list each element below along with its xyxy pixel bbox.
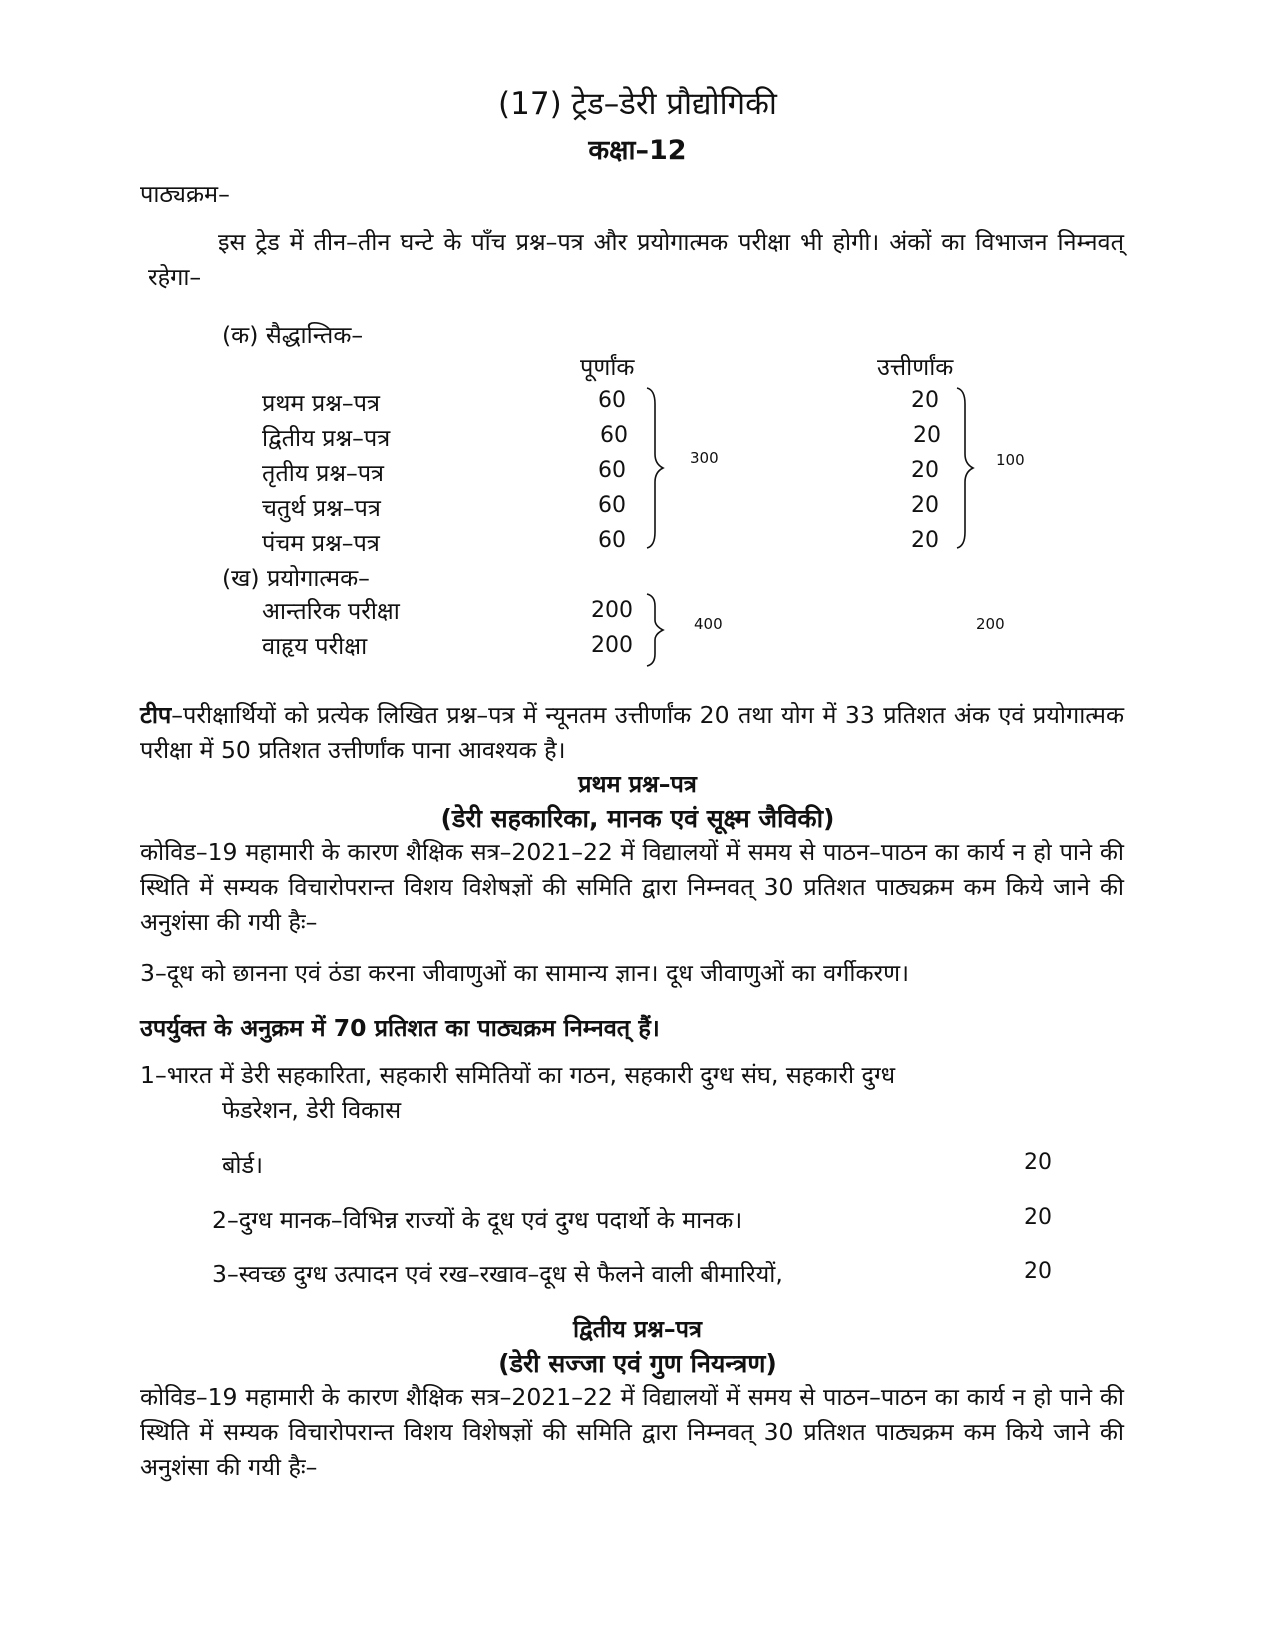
theory-row-name: तृतीय प्रश्न–पत्र [262,459,385,487]
theory-pass-total: 100 [996,451,1025,469]
theory-row-name: द्वितीय प्रश्न–पत्र [262,424,391,452]
paper1-heading: प्रथम प्रश्न–पत्र [578,770,697,798]
paper1-item2: 2–दुग्ध मानक–विभिन्न राज्यों के दूध एवं दुग्ध पदार्थो के मानक। [212,1206,743,1234]
theory-row-pass: 20 [911,528,939,553]
theory-row-name: चतुर्थ प्रश्न–पत्र [262,494,381,522]
paper1-removed-topic: 3–दूध को छानना एवं ठंडा करना जीवाणुओं का सामान्य ज्ञान। दूध जीवाणुओं का वर्गीकरण। [140,959,910,987]
paper2-heading: द्वितीय प्रश्न–पत्र [573,1315,702,1343]
theory-row-full: 60 [598,493,626,518]
full-marks-header: पूर्णांक [580,353,635,381]
theory-pass-brace [955,386,985,551]
paper1-item2-marks: 20 [1024,1205,1052,1230]
paper1-item1-line2: फेडरेशन, डेरी विकास [222,1096,402,1124]
paper1-subheading: (डेरी सहकारिका, मानक एवं सूक्ष्म जैविकी) [440,804,835,833]
practical-row-full: 200 [591,633,633,658]
theory-row-full: 60 [598,388,626,413]
theory-row-full: 60 [600,423,628,448]
paper1-covid-note: कोविड–19 महामारी के कारण शैक्षिक सत्र–2021–22 में विद्यालयों में समय से पाठन–पाठन का कार्य न हो पाने की स्थिति में सम्यक विचारोपरान्त विशय विशेषज्ञों की समिति द्वारा निम्नवत् 30 प्रतिशत पाठ्यक्रम कम किये जाने की अनुशंसा की गयी हैः– [140,838,1124,936]
syllabus-label: पाठ्यक्रम– [140,180,230,208]
pass-marks-header: उत्तीर्णांक [877,353,954,381]
theory-row-pass: 20 [911,458,939,483]
paper2-covid-note: कोविड–19 महामारी के कारण शैक्षिक सत्र–2021–22 में विद्यालयों में समय से पाठन–पाठन का कार्य न हो पाने की स्थिति में सम्यक विचारोपरान्त विशय विशेषज्ञों की समिति द्वारा निम्नवत् 30 प्रतिशत पाठ्यक्रम कम किये जाने की अनुशंसा की गयी हैः– [140,1383,1124,1481]
paper1-retained-heading: उपर्युक्त के अनुक्रम में 70 प्रतिशत का पाठ्यक्रम निम्नवत् हैं। [140,1014,660,1042]
practical-row-name: वाहृय परीक्षा [262,632,368,660]
note-paragraph [140,698,1124,768]
paper1-item1-line3: बोर्ड। [222,1151,263,1179]
practical-row-name: आन्तरिक परीक्षा [262,597,400,625]
theory-full-brace [645,386,675,551]
practical-full-total: 400 [694,615,723,633]
paper1-item3-marks: 20 [1024,1259,1052,1284]
practical-row-full: 200 [591,598,633,623]
intro-paragraph: इस ट्रेड में तीन–तीन घन्टे के पाँच प्रश्न–पत्र और प्रयोगात्मक परीक्षा भी होगी। अंकों का विभाजन निम्नवत् रहेगा– [148,228,1124,291]
paper2-subheading: (डेरी सज्जा एवं गुण नियन्त्रण) [498,1349,777,1378]
practical-label: (ख) प्रयोगात्मक– [222,564,370,592]
theory-row-pass: 20 [913,423,941,448]
note-text: –परीक्षार्थियों को प्रत्येक लिखित प्रश्न–पत्र में न्यूनतम उत्तीर्णांक 20 तथा योग में 33 प्रतिशत अंक एवं प्रयोगात्मक परीक्षा में 50 प्रतिशत उत्तीर्णांक पाना आवश्यक है। [140,701,1124,764]
theory-row-full: 60 [598,458,626,483]
theory-label: (क) सैद्धान्तिक– [222,321,364,349]
document-title: (17) ट्रेड–डेरी प्रौद्योगिकी [498,86,777,122]
theory-row-pass: 20 [911,388,939,413]
practical-full-brace [645,592,675,668]
theory-row-pass: 20 [911,493,939,518]
theory-row-name: प्रथम प्रश्न–पत्र [262,389,380,417]
paper1-item3: 3–स्वच्छ दुग्ध उत्पादन एवं रख–रखाव–दूध से फैलने वाली बीमारियों, [212,1260,783,1288]
class-heading: कक्षा–12 [588,135,687,166]
theory-row-name: पंचम प्रश्न–पत्र [262,529,380,557]
theory-full-total: 300 [690,449,719,467]
practical-pass-total: 200 [976,615,1005,633]
note-label: टीप [140,701,172,729]
theory-row-full: 60 [598,528,626,553]
paper1-item1-marks: 20 [1024,1150,1052,1175]
paper1-item1-line1: 1–भारत में डेरी सहकारिता, सहकारी समितियों का गठन, सहकारी दुग्ध संघ, सहकारी दुग्ध [140,1061,896,1089]
